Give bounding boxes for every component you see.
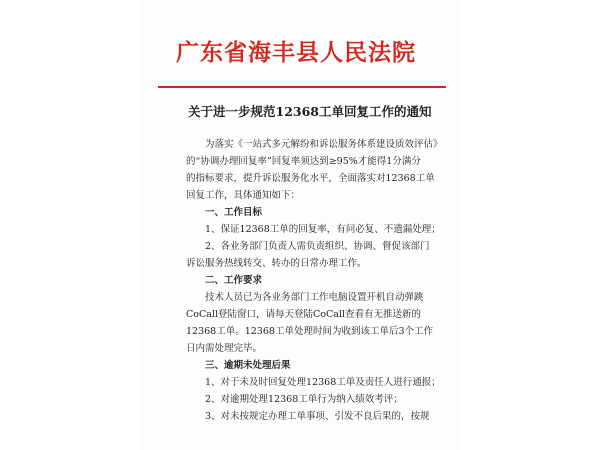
body-line: 1、保证12368工单的回复率，有问必复、不遗漏处理； (205, 224, 441, 235)
section-heading: 二、工作要求 (205, 275, 263, 286)
section-heading: 一、工作目标 (205, 207, 263, 218)
body-line: 2、各业务部门负责人需负责组织、协调、督促该部门 (205, 241, 430, 252)
body-line: 为落实《一站式多元解纷和诉讼服务体系建设质效评估》 (205, 139, 443, 150)
body-line: 的指标要求，提升诉讼服务化水平，全面落实对12368工单 (186, 173, 435, 184)
body-line: 诉讼服务热线转交、转办的日常办理工作。 (186, 258, 367, 269)
body-line: 的“协调办理回复率”回复率须达到≥95%才能得1分满分 (186, 156, 421, 167)
body-line: 技术人员已为各业务部门工作电脑设置开机自动弹跳 (205, 292, 424, 303)
body-line: 回复工作，具体通知如下： (186, 190, 301, 201)
body-line: 12368工单。12368工单处理时间为收到该工单后3个工作 (186, 326, 433, 337)
body-line: 3、对未按规定办理工单事项、引发不良后果的，按规 (205, 411, 430, 422)
body-line: CoCall登陆窗口，请每天登陆CoCall查看有无推送新的 (186, 309, 421, 320)
body-line: 日内需处理完毕。 (186, 343, 263, 354)
body-line: 2、对逾期处理12368工单行为纳入绩效考评； (205, 394, 403, 405)
section-heading: 三、逾期未处理后果 (205, 360, 291, 371)
notice-title: 关于进一步规范12368工单回复工作的通知 (188, 104, 432, 119)
body-line: 1、对于未及时回复处理12368工单及责任人进行通报； (205, 377, 441, 388)
court-name-header: 广东省海丰县人民法院 (176, 39, 416, 66)
